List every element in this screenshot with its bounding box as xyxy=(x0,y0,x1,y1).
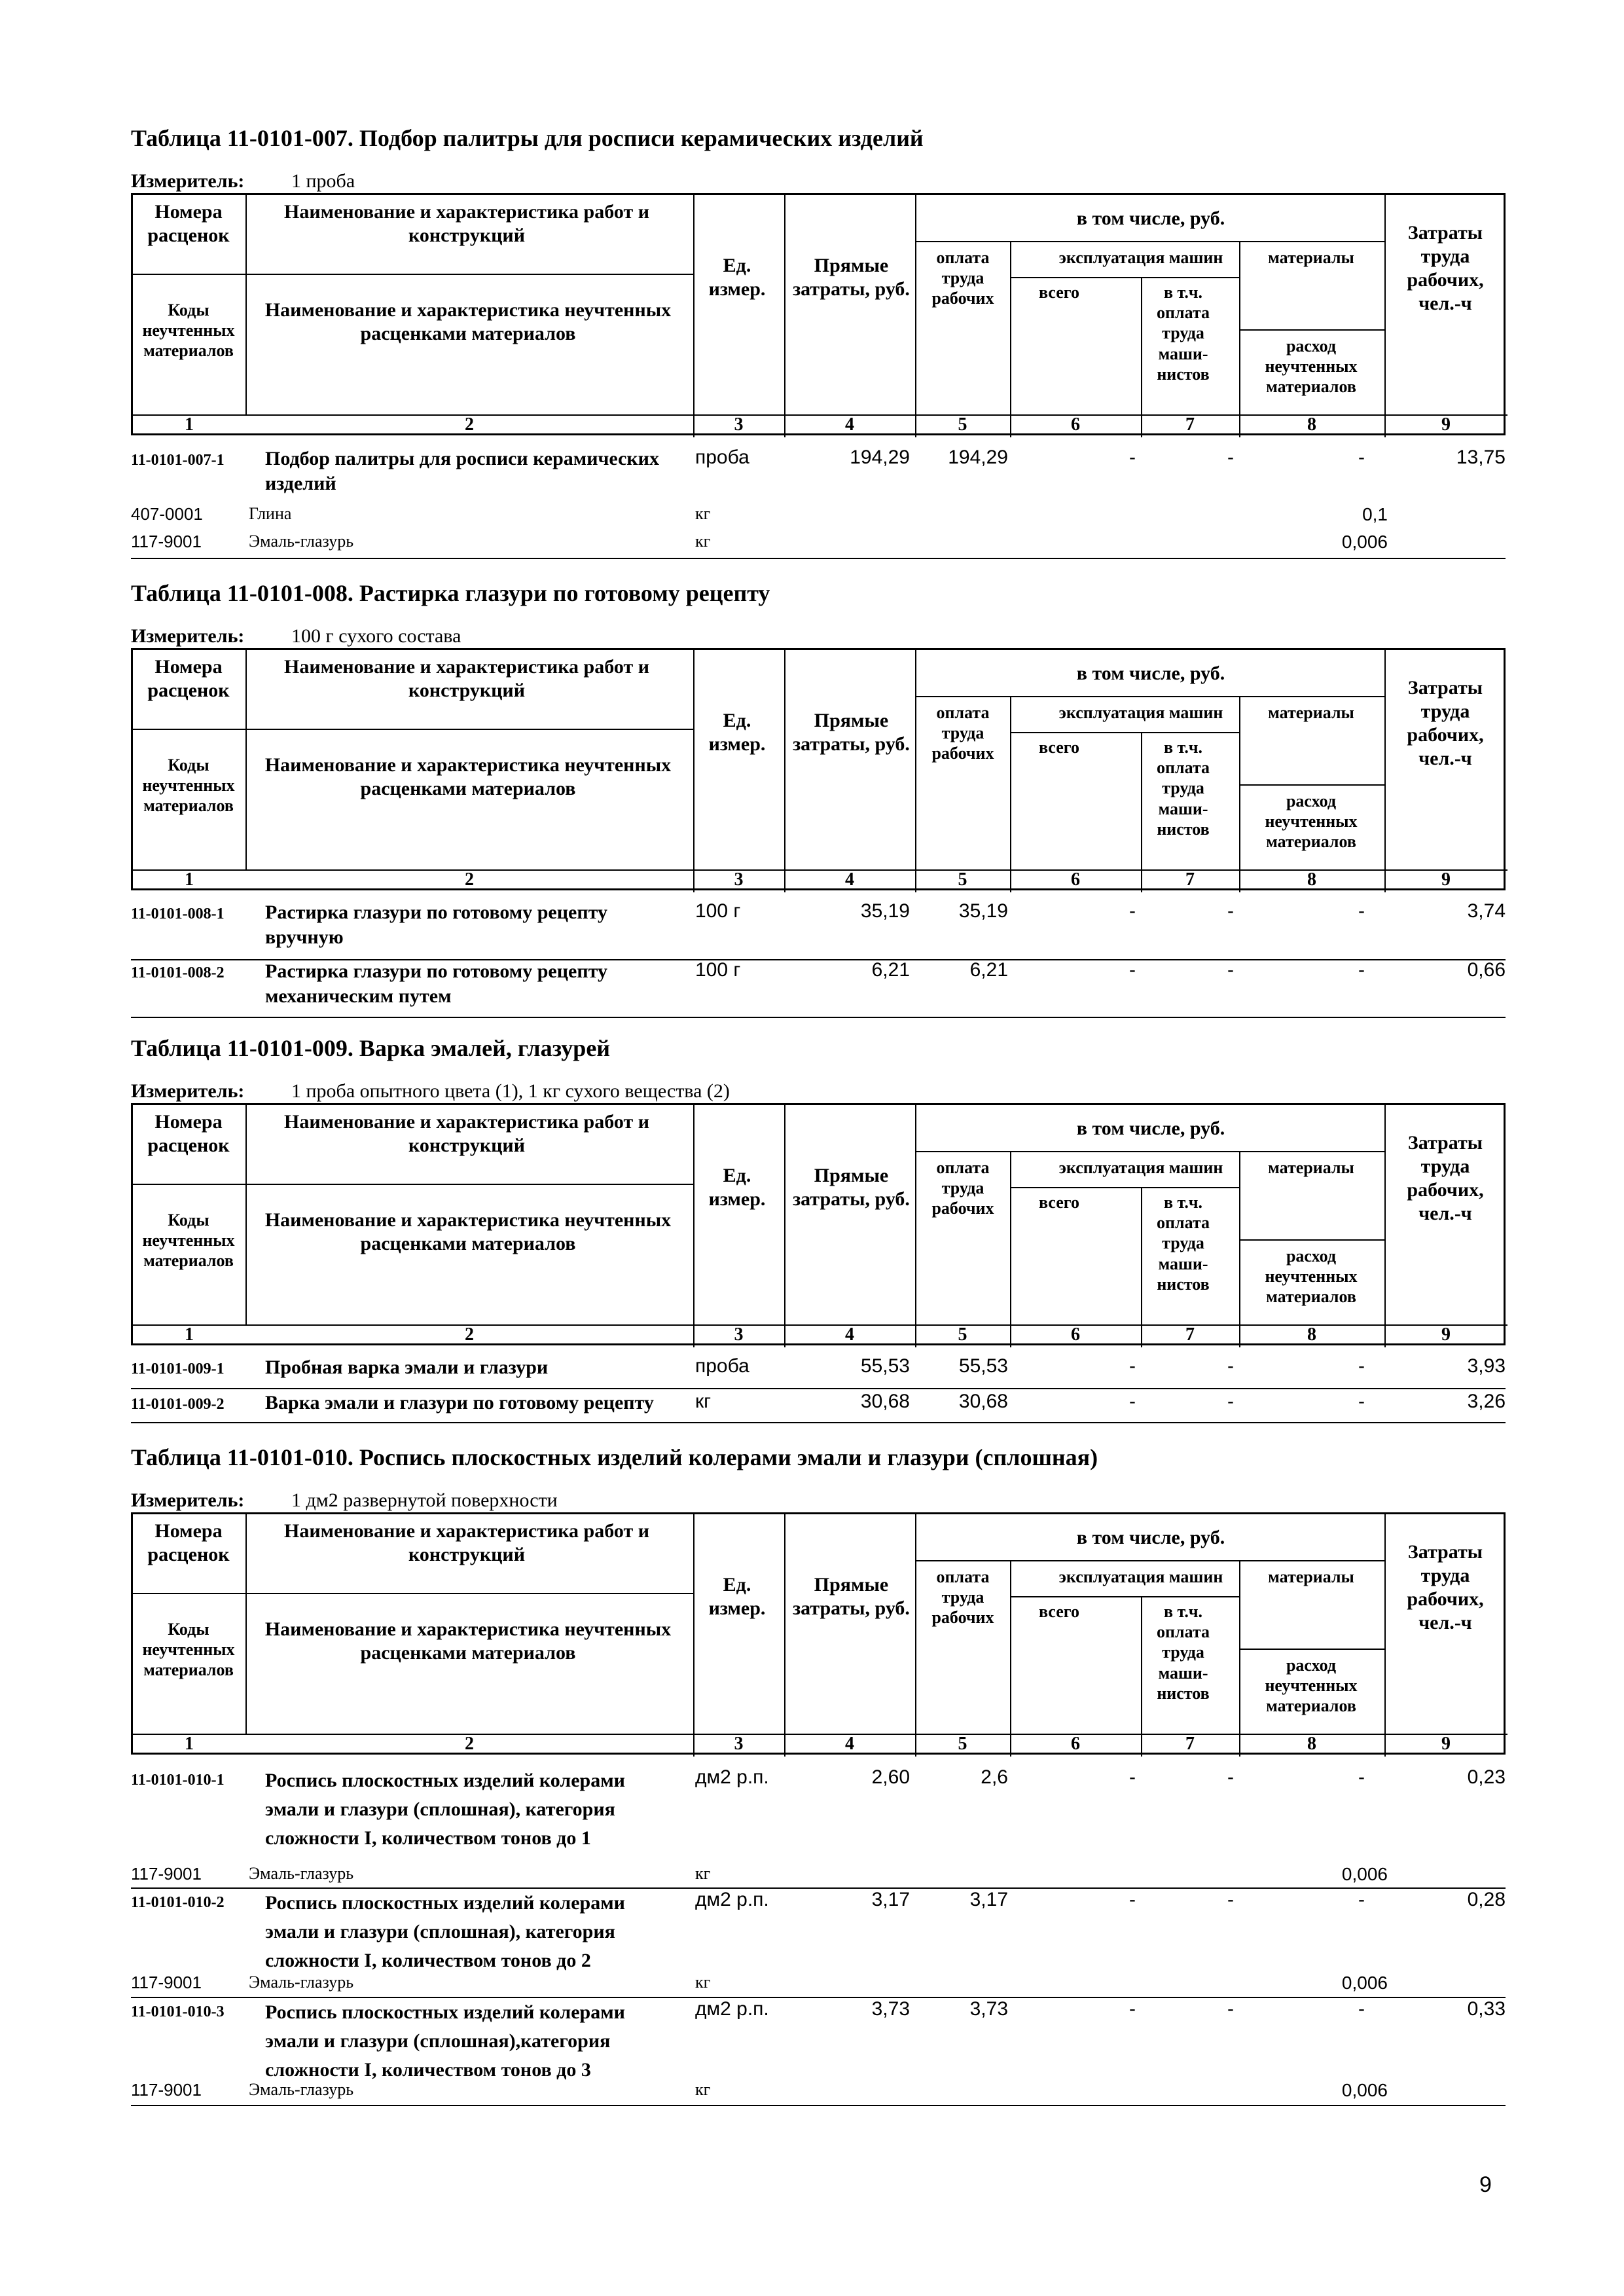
header-pryamye: Прямые затраты, руб. xyxy=(793,1165,910,1210)
header-vsego: всего xyxy=(1039,1193,1079,1212)
colnum-7: 7 xyxy=(1185,869,1195,890)
colnum-5: 5 xyxy=(958,414,967,435)
cell-direct-costs: 6,21 xyxy=(871,959,910,981)
header-vtch: в т.ч. оплата труда маши-нистов xyxy=(1157,1193,1210,1294)
rate-code: 11-0101-010-1 xyxy=(131,1772,225,1789)
rate-unit: дм2 р.п. xyxy=(695,1766,769,1788)
header-rashod: расход неучтенных материалов xyxy=(1265,1247,1358,1307)
header-oplata: оплата труда рабочих xyxy=(931,1158,994,1218)
colnum-9: 9 xyxy=(1441,869,1451,890)
cell-materials: - xyxy=(1358,900,1365,922)
table-end-rule xyxy=(131,2105,1506,2106)
cell-direct-costs: 194,29 xyxy=(850,446,910,468)
colnum-8: 8 xyxy=(1307,1734,1316,1754)
cell-machines-total: - xyxy=(1129,1355,1136,1377)
header-zatraty: Затраты труда рабочих, чел.-ч xyxy=(1407,222,1484,314)
header-edizm: Ед. измер. xyxy=(708,1574,766,1619)
header-naim: Наименование и характеристика работ и конструкций xyxy=(284,1111,649,1156)
header-naim-neuch: Наименование и характеристика неучтенных расценками материалов xyxy=(264,299,672,344)
cell-machinists-pay: - xyxy=(1227,1355,1234,1377)
material-value: 0,006 xyxy=(1341,532,1388,552)
material-unit: кг xyxy=(695,2080,711,2099)
header-vtomchisle: в том числе, руб. xyxy=(1076,1527,1225,1548)
header-vtch: в т.ч. оплата труда маши-нистов xyxy=(1157,738,1210,839)
table-title: Таблица 11-0101-010. Роспись плоскостных изделий колерами эмали и глазури (сплошная) xyxy=(131,1444,1098,1470)
meter-label: Измеритель: xyxy=(131,1080,245,1102)
material-code: 117-9001 xyxy=(131,532,202,551)
rate-name: Растирка глазури по готовому рецепту механическим путем xyxy=(265,960,607,1007)
cell-labor-hours: 0,66 xyxy=(1467,959,1506,981)
rate-unit: проба xyxy=(695,1355,749,1377)
colnum-8: 8 xyxy=(1307,869,1316,890)
header-edizm: Ед. измер. xyxy=(708,255,766,300)
meter-line xyxy=(131,1489,558,1512)
material-unit: кг xyxy=(695,532,711,551)
header-nomera: Номера расценок xyxy=(147,201,230,246)
rate-code: 11-0101-010-2 xyxy=(131,1894,225,1911)
colnum-1: 1 xyxy=(185,869,194,890)
colnum-3: 3 xyxy=(734,869,744,890)
cell-labor-hours: 3,93 xyxy=(1467,1355,1506,1377)
header-kody: Коды неучтенных материалов xyxy=(142,1620,235,1680)
header-rashod: расход неучтенных материалов xyxy=(1265,1656,1358,1716)
rate-code: 11-0101-008-2 xyxy=(131,964,225,981)
header-vtomchisle: в том числе, руб. xyxy=(1076,208,1225,229)
cell-materials: - xyxy=(1358,1889,1365,1910)
material-unit: кг xyxy=(695,1864,711,1883)
header-vtomchisle: в том числе, руб. xyxy=(1076,1118,1225,1139)
cell-direct-costs: 3,73 xyxy=(871,1998,910,2020)
colnum-7: 7 xyxy=(1185,1734,1195,1754)
meter-label: Измеритель: xyxy=(131,170,245,192)
header-vsego: всего xyxy=(1039,283,1079,302)
rate-name: Растирка глазури по готовому рецепту вручную xyxy=(265,902,607,948)
header-pryamye: Прямые затраты, руб. xyxy=(793,255,910,300)
colnum-1: 1 xyxy=(185,1324,194,1345)
material-value: 0,006 xyxy=(1341,1864,1388,1884)
header-kody: Коды неучтенных материалов xyxy=(142,1211,235,1271)
cell-machines-total: - xyxy=(1129,959,1136,981)
colnum-2: 2 xyxy=(465,1324,474,1345)
header-zatraty: Затраты труда рабочих, чел.-ч xyxy=(1407,1132,1484,1224)
header-vsego: всего xyxy=(1039,1602,1079,1621)
header-zatraty: Затраты труда рабочих, чел.-ч xyxy=(1407,677,1484,769)
table-end-rule xyxy=(131,558,1506,559)
meter-line xyxy=(131,170,355,192)
cell-labor-hours: 13,75 xyxy=(1456,446,1506,468)
rate-unit: кг xyxy=(695,1391,712,1412)
material-code: 117-9001 xyxy=(131,1864,202,1884)
meter-value: 1 дм2 развернутой поверхности xyxy=(291,1489,558,1511)
cell-materials: - xyxy=(1358,1766,1365,1788)
header-vtch: в т.ч. оплата труда маши-нистов xyxy=(1157,283,1210,384)
rate-name: Подбор палитры для росписи керамических изделий xyxy=(265,448,659,494)
colnum-6: 6 xyxy=(1071,1324,1080,1345)
header-vtomchisle: в том числе, руб. xyxy=(1076,663,1225,684)
cell-machines-total: - xyxy=(1129,1889,1136,1910)
rate-unit: 100 г xyxy=(695,959,741,981)
row-separator xyxy=(131,1388,1506,1389)
material-name: Эмаль-глазурь xyxy=(249,1864,354,1883)
cell-machines-total: - xyxy=(1129,1391,1136,1412)
colnum-4: 4 xyxy=(845,869,854,890)
cell-labor-hours: 0,28 xyxy=(1467,1889,1506,1910)
table-title: Таблица 11-0101-007. Подбор палитры для росписи керамических изделий xyxy=(131,125,924,151)
cell-machinists-pay: - xyxy=(1227,1889,1234,1910)
cell-labor-pay: 3,73 xyxy=(969,1998,1008,2020)
colnum-2: 2 xyxy=(465,414,474,435)
cell-labor-pay: 194,29 xyxy=(948,446,1008,468)
header-naim: Наименование и характеристика работ и конструкций xyxy=(284,1520,649,1565)
material-name: Эмаль-глазурь xyxy=(249,532,354,551)
cell-machines-total: - xyxy=(1129,1766,1136,1788)
rate-name: Пробная варка эмали и глазури xyxy=(265,1357,549,1378)
table-end-rule xyxy=(131,1422,1506,1423)
cell-machinists-pay: - xyxy=(1227,1391,1234,1412)
cell-materials: - xyxy=(1358,446,1365,468)
header-rashod: расход неучтенных материалов xyxy=(1265,792,1358,852)
colnum-3: 3 xyxy=(734,1734,744,1754)
colnum-3: 3 xyxy=(734,414,744,435)
header-naim-neuch: Наименование и характеристика неучтенных расценками материалов xyxy=(264,754,672,799)
colnum-2: 2 xyxy=(465,869,474,890)
header-ekspl: эксплуатация машин xyxy=(1058,1158,1223,1177)
meter-value: 1 проба xyxy=(291,170,355,192)
material-value: 0,006 xyxy=(1341,2080,1388,2100)
colnum-5: 5 xyxy=(958,1734,967,1754)
meter-label: Измеритель: xyxy=(131,1489,245,1511)
rate-code: 11-0101-007-1 xyxy=(131,452,225,469)
colnum-2: 2 xyxy=(465,1734,474,1754)
header-vtch: в т.ч. оплата труда маши-нистов xyxy=(1157,1602,1210,1703)
cell-direct-costs: 30,68 xyxy=(860,1391,910,1412)
material-code: 407-0001 xyxy=(131,504,203,524)
cell-machinists-pay: - xyxy=(1227,446,1234,468)
rate-code: 11-0101-009-1 xyxy=(131,1360,225,1377)
cell-labor-pay: 6,21 xyxy=(969,959,1008,981)
material-code: 117-9001 xyxy=(131,2080,202,2100)
cell-materials: - xyxy=(1358,959,1365,981)
cell-machinists-pay: - xyxy=(1227,1998,1234,2020)
material-name: Эмаль-глазурь xyxy=(249,1973,354,1992)
colnum-1: 1 xyxy=(185,1734,194,1754)
material-name: Эмаль-глазурь xyxy=(249,2080,354,2099)
cell-labor-pay: 30,68 xyxy=(958,1391,1008,1412)
table-header xyxy=(131,193,1506,435)
cell-labor-pay: 55,53 xyxy=(958,1355,1008,1377)
cell-direct-costs: 35,19 xyxy=(860,900,910,922)
table-header xyxy=(131,1512,1506,1755)
header-ekspl: эксплуатация машин xyxy=(1058,1567,1223,1586)
meter-value: 1 проба опытного цвета (1), 1 кг сухого вещества (2) xyxy=(291,1080,730,1102)
meter-line xyxy=(131,1080,730,1102)
page-number: 9 xyxy=(1479,2172,1492,2197)
cell-materials: - xyxy=(1358,1391,1365,1412)
rate-name: Варка эмали и глазури по готовому рецепту xyxy=(265,1392,654,1413)
cell-machines-total: - xyxy=(1129,900,1136,922)
colnum-7: 7 xyxy=(1185,1324,1195,1345)
rate-unit: проба xyxy=(695,446,749,468)
rate-code: 11-0101-008-1 xyxy=(131,905,225,922)
header-nomera: Номера расценок xyxy=(147,1520,230,1565)
rate-code: 11-0101-010-3 xyxy=(131,2003,225,2020)
header-naim: Наименование и характеристика работ и конструкций xyxy=(284,656,649,701)
rate-unit: дм2 р.п. xyxy=(695,1889,769,1910)
cell-materials: - xyxy=(1358,1998,1365,2020)
cell-labor-hours: 3,74 xyxy=(1467,900,1506,922)
cell-machinists-pay: - xyxy=(1227,959,1234,981)
cell-labor-pay: 3,17 xyxy=(969,1889,1008,1910)
cell-machinists-pay: - xyxy=(1227,1766,1234,1788)
table-end-rule xyxy=(131,1017,1506,1018)
table-header xyxy=(131,1103,1506,1345)
material-name: Глина xyxy=(249,504,292,523)
rate-code: 11-0101-009-2 xyxy=(131,1396,225,1413)
meter-label: Измеритель: xyxy=(131,625,245,647)
header-edizm: Ед. измер. xyxy=(708,1165,766,1210)
cell-machines-total: - xyxy=(1129,1998,1136,2020)
colnum-6: 6 xyxy=(1071,1734,1080,1754)
colnum-4: 4 xyxy=(845,1324,854,1345)
header-nomera: Номера расценок xyxy=(147,1111,230,1156)
header-pryamye: Прямые затраты, руб. xyxy=(793,710,910,755)
colnum-4: 4 xyxy=(845,414,854,435)
meter-line xyxy=(131,625,461,647)
header-edizm: Ед. измер. xyxy=(708,710,766,755)
colnum-5: 5 xyxy=(958,1324,967,1345)
cell-machinists-pay: - xyxy=(1227,900,1234,922)
table-title: Таблица 11-0101-009. Варка эмалей, глазурей xyxy=(131,1035,611,1061)
rate-name: Роспись плоскостных изделий колерами эмали и глазури (сплошная),категория сложности I, количеством тонов до 3 xyxy=(265,2001,625,2081)
cell-direct-costs: 3,17 xyxy=(871,1889,910,1910)
material-code: 117-9001 xyxy=(131,1973,202,1992)
header-ekspl: эксплуатация машин xyxy=(1058,248,1223,267)
header-pryamye: Прямые затраты, руб. xyxy=(793,1574,910,1619)
colnum-3: 3 xyxy=(734,1324,744,1345)
header-materialy: материалы xyxy=(1268,703,1354,722)
cell-materials: - xyxy=(1358,1355,1365,1377)
header-oplata: оплата труда рабочих xyxy=(931,248,994,308)
header-materialy: материалы xyxy=(1268,1567,1354,1586)
header-ekspl: эксплуатация машин xyxy=(1058,703,1223,722)
cell-labor-hours: 0,23 xyxy=(1467,1766,1506,1788)
header-kody: Коды неучтенных материалов xyxy=(142,756,235,816)
cell-labor-hours: 3,26 xyxy=(1467,1391,1506,1412)
rate-unit: 100 г xyxy=(695,900,741,922)
colnum-7: 7 xyxy=(1185,414,1195,435)
header-nomera: Номера расценок xyxy=(147,656,230,701)
cell-labor-pay: 2,6 xyxy=(981,1766,1008,1788)
colnum-4: 4 xyxy=(845,1734,854,1754)
cell-machines-total: - xyxy=(1129,446,1136,468)
header-materialy: материалы xyxy=(1268,1158,1354,1177)
colnum-9: 9 xyxy=(1441,1734,1451,1754)
cell-labor-hours: 0,33 xyxy=(1467,1998,1506,2020)
header-kody: Коды неучтенных материалов xyxy=(142,301,235,361)
header-rashod: расход неучтенных материалов xyxy=(1265,337,1358,397)
colnum-8: 8 xyxy=(1307,414,1316,435)
material-unit: кг xyxy=(695,504,711,523)
material-value: 0,006 xyxy=(1341,1973,1388,1993)
colnum-6: 6 xyxy=(1071,869,1080,890)
header-oplata: оплата труда рабочих xyxy=(931,1567,994,1628)
header-oplata: оплата труда рабочих xyxy=(931,703,994,763)
colnum-5: 5 xyxy=(958,869,967,890)
rate-name: Роспись плоскостных изделий колерами эмали и глазури (сплошная), категория сложности I, количеством тонов до 1 xyxy=(265,1770,625,1849)
material-unit: кг xyxy=(695,1973,711,1992)
material-value: 0,1 xyxy=(1362,504,1388,524)
cell-labor-pay: 35,19 xyxy=(958,900,1008,922)
colnum-6: 6 xyxy=(1071,414,1080,435)
header-zatraty: Затраты труда рабочих, чел.-ч xyxy=(1407,1541,1484,1633)
rate-unit: дм2 р.п. xyxy=(695,1998,769,2020)
colnum-1: 1 xyxy=(185,414,194,435)
header-vsego: всего xyxy=(1039,738,1079,757)
table-header xyxy=(131,648,1506,890)
rate-name: Роспись плоскостных изделий колерами эмали и глазури (сплошная), категория сложности I, количеством тонов до 2 xyxy=(265,1892,625,1971)
colnum-9: 9 xyxy=(1441,1324,1451,1345)
header-naim-neuch: Наименование и характеристика неучтенных расценками материалов xyxy=(264,1618,672,1664)
colnum-9: 9 xyxy=(1441,414,1451,435)
header-naim-neuch: Наименование и характеристика неучтенных расценками материалов xyxy=(264,1209,672,1254)
header-materialy: материалы xyxy=(1268,248,1354,267)
table-title: Таблица 11-0101-008. Растирка глазури по готовому рецепту xyxy=(131,580,770,606)
header-naim: Наименование и характеристика работ и конструкций xyxy=(284,201,649,246)
colnum-8: 8 xyxy=(1307,1324,1316,1345)
meter-value: 100 г сухого состава xyxy=(291,625,461,647)
cell-direct-costs: 2,60 xyxy=(871,1766,910,1788)
cell-direct-costs: 55,53 xyxy=(860,1355,910,1377)
